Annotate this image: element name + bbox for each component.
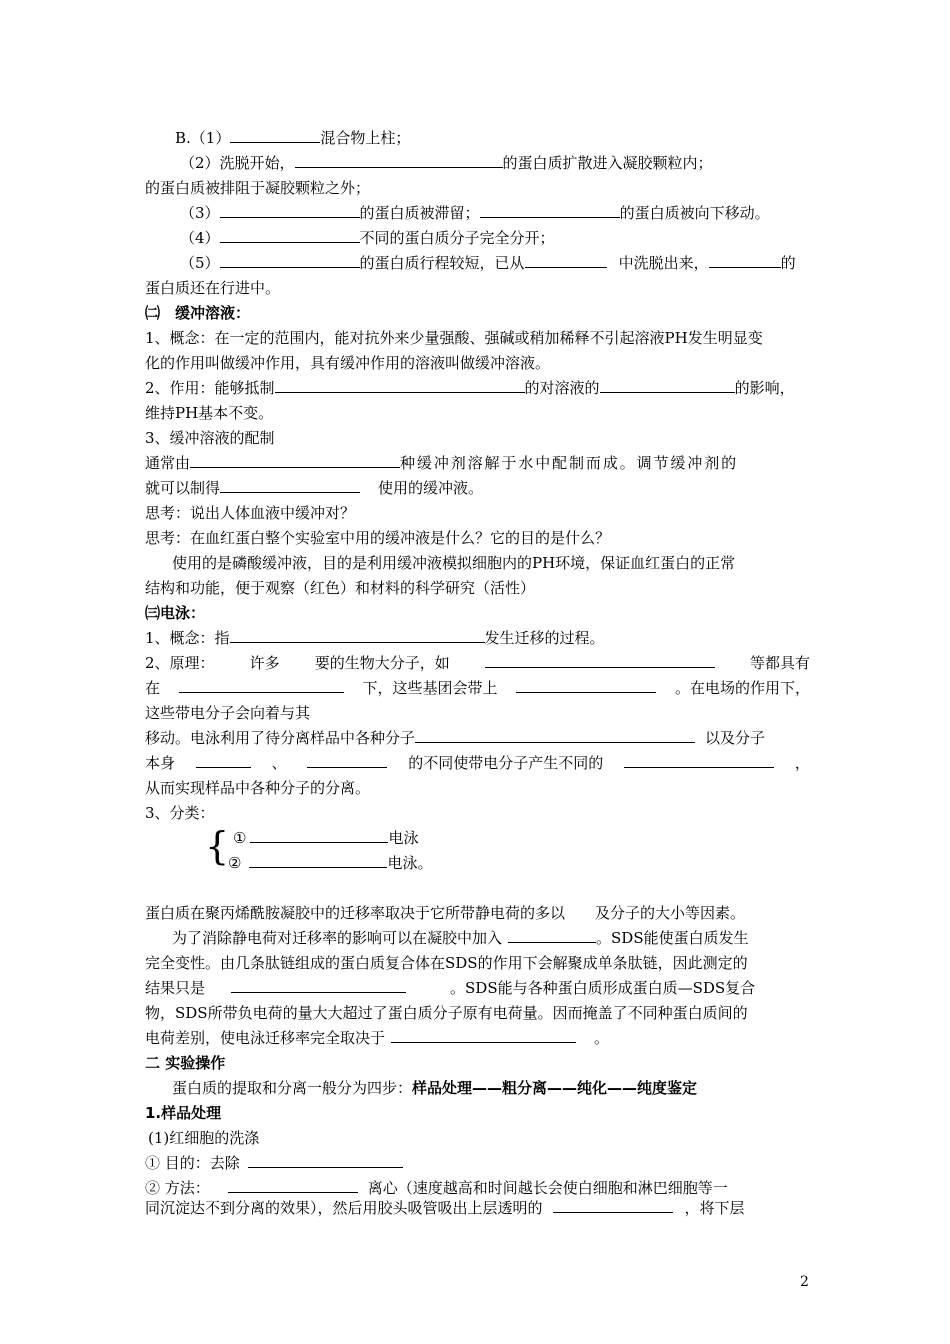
blank[interactable]	[295, 153, 503, 168]
blank[interactable]	[307, 753, 387, 768]
text-line: 蛋白质的提取和分离一般分为四步：样品处理——粗分离——纯化——纯度鉴定	[172, 1079, 698, 1097]
blank[interactable]	[228, 1178, 358, 1193]
text-line: 化的作用叫做缓冲作用，具有缓冲作用的溶液叫做缓冲溶液。	[145, 354, 551, 372]
text-line: 为了消除静电荷对迁移率的影响可以在凝胶中加入 。SDS能使蛋白质发生	[172, 929, 749, 947]
blank[interactable]	[230, 628, 485, 643]
text-line: 1、概念：指 发生迁移的过程。	[145, 629, 605, 647]
blank[interactable]	[516, 678, 656, 693]
text-line: ② 方法： 离心（速度越高和时间越长会使白细胞和淋巴细胞等一	[145, 1179, 728, 1197]
section-heading: 1.样品处理	[145, 1104, 222, 1122]
text-line: （4） 不同的蛋白质分子完全分开；	[180, 229, 555, 247]
text-line: 思考：在血红蛋白整个实验室中用的缓冲液是什么？它的目的是什么？	[145, 529, 611, 547]
blank[interactable]	[600, 378, 735, 393]
text-line: 蛋白质还在行进中。	[145, 279, 281, 297]
section-heading: ㈡ 缓冲溶液：	[145, 304, 251, 322]
text-line: ② 电泳。	[228, 854, 433, 872]
brace-icon: {	[205, 824, 230, 868]
text-line: 从而实现样品中各种分子的分离。	[145, 779, 371, 797]
blank[interactable]	[709, 253, 781, 268]
blank[interactable]	[415, 728, 695, 743]
blank[interactable]	[275, 378, 525, 393]
text-line: 在 下，这些基团会带上 。在电场的作用下，	[145, 679, 810, 697]
text-line: 本身 、 的不同使带电分子产生不同的 ，	[145, 754, 810, 772]
text-line: （2）洗脱开始， 的蛋白质扩散进入凝胶颗粒内；	[180, 154, 713, 172]
blank[interactable]	[231, 978, 406, 993]
text-line: 通常由 种缓冲剂溶解于水中配制而成。调节缓冲剂的	[145, 454, 739, 472]
text-line: (1)红细胞的洗涤	[148, 1129, 260, 1147]
blank[interactable]	[220, 228, 360, 243]
text-line: 维持PH基本不变。	[145, 404, 274, 422]
text-line: 2、原理： 许多 要的生物大分子，如 等都具有	[145, 654, 810, 672]
section-heading: ㈢电泳：	[145, 604, 206, 622]
blank[interactable]	[190, 453, 400, 468]
text-line: 就可以制得 使用的缓冲液。	[145, 479, 484, 497]
text-line: 移动。电泳利用了待分离样品中各种分子 以及分子	[145, 729, 766, 747]
text-line: 结果只是 。SDS能与各种蛋白质形成蛋白质—SDS复合	[145, 979, 756, 997]
blank[interactable]	[553, 1198, 673, 1213]
blank[interactable]	[250, 828, 388, 843]
blank[interactable]	[480, 203, 620, 218]
text-line: 同沉淀达不到分离的效果），然后用胶头吸管吸出上层透明的 ，将下层	[145, 1199, 745, 1217]
blank[interactable]	[179, 678, 344, 693]
text-line: （3） 的蛋白质被滞留； 的蛋白质被向下移动。	[180, 204, 770, 222]
blank[interactable]	[391, 1028, 576, 1043]
text-line: B.（1） 混合物上柱；	[175, 129, 411, 147]
text-line: ① 电泳	[233, 829, 419, 847]
text-line: 3、分类：	[145, 804, 215, 822]
text-line: 使用的是磷酸缓冲液，目的是利用缓冲液模拟细胞内的PH环境，保证血红蛋白的正常	[172, 554, 736, 572]
text-line: 2、作用：能够抵制 的对溶液的 的影响，	[145, 379, 795, 397]
blank[interactable]	[220, 203, 360, 218]
text-line: 这些带电分子会向着与其	[145, 704, 311, 722]
blank[interactable]	[249, 853, 387, 868]
text-line: 3、缓冲溶液的配制	[145, 429, 275, 447]
blank[interactable]	[525, 253, 607, 268]
blank[interactable]	[624, 753, 774, 768]
text-line: 的蛋白质被排阻于凝胶颗粒之外；	[145, 179, 371, 197]
text-line: 1、概念：在一定的范围内，能对抗外来少量强酸、强碱或稍加稀释不引起溶液PH发生明显变	[145, 329, 763, 347]
section-heading: 二 实验操作	[145, 1054, 226, 1072]
blank[interactable]	[220, 253, 360, 268]
blank[interactable]	[485, 653, 715, 668]
blank[interactable]	[230, 128, 320, 143]
text-line: 蛋白质在聚丙烯酰胺凝胶中的迁移率取决于它所带静电荷的多以 及分子的大小等因素。	[145, 904, 746, 922]
blank[interactable]	[508, 928, 596, 943]
text-line: （5） 的蛋白质行程较短，已从 中洗脱出来， 的	[180, 254, 796, 272]
blank[interactable]	[220, 478, 360, 493]
text-line: 思考：说出人体血液中缓冲对？	[145, 504, 356, 522]
text-line: ① 目的：去除	[145, 1153, 810, 1173]
blank[interactable]	[248, 1153, 403, 1168]
text-line: 完全变性。由几条肽链组成的蛋白质复合体在SDS的作用下会解聚成单条肽链，因此测定的	[145, 954, 748, 972]
page-number: 2	[800, 1274, 809, 1290]
text-line: 结构和功能，便于观察（红色）和材料的科学研究（活性）	[145, 579, 536, 597]
text-line: 电荷差别，使电泳迁移率完全取决于 。	[145, 1029, 610, 1047]
blank[interactable]	[196, 753, 251, 768]
text-line: 物，SDS所带负电荷的量大大超过了蛋白质分子原有电荷量。因而掩盖了不同种蛋白质间的	[145, 1004, 748, 1022]
